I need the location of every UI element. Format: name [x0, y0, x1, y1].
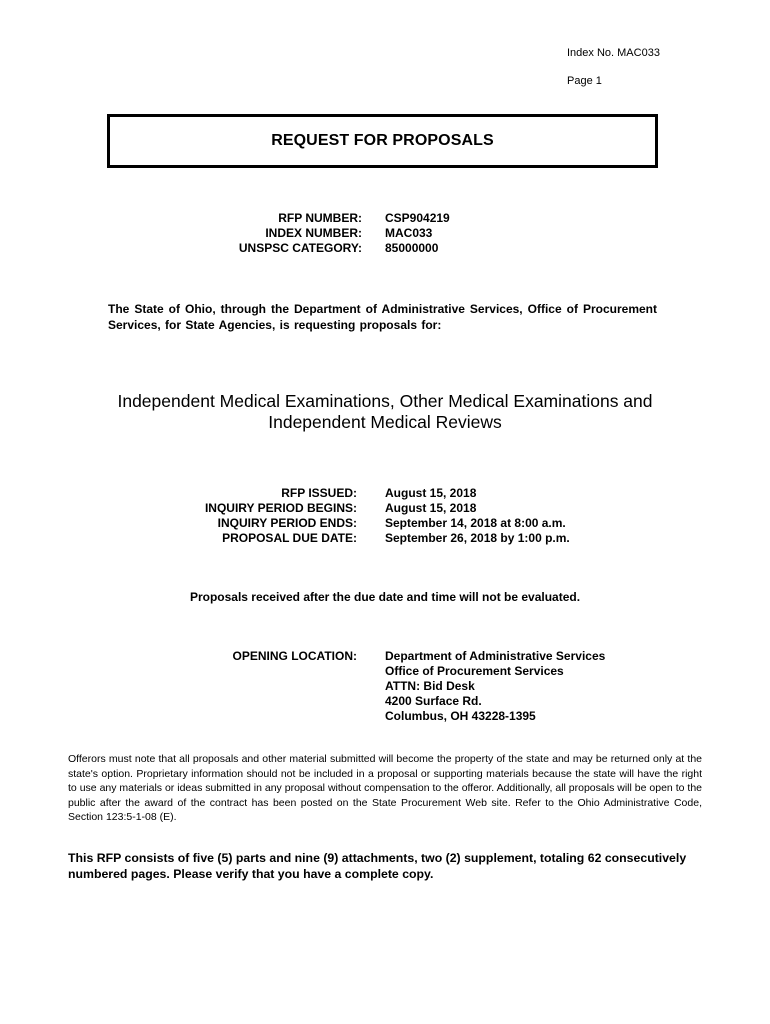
unspsc-category-label: UNSPSC CATEGORY:: [238, 241, 362, 255]
rfp-subject: [100, 391, 670, 433]
opening-address-line: ATTN: Bid Desk: [385, 679, 475, 693]
intro-paragraph: The State of Ohio, through the Department of Administrative Services, Office of Procurement Services, for State Agencies, is requesting proposals for:: [108, 302, 657, 332]
index-number-label: INDEX NUMBER:: [265, 226, 362, 240]
index-number-value: MAC033: [385, 226, 433, 240]
rfp-issued-label: RFP ISSUED:: [281, 486, 357, 500]
opening-location-label: OPENING LOCATION:: [232, 649, 357, 663]
opening-address-line: Columbus, OH 43228-1395: [385, 709, 536, 723]
page-number-header: Page 1: [567, 75, 602, 87]
opening-address-line: Department of Administrative Services: [385, 649, 606, 663]
inquiry-ends-label: INQUIRY PERIOD ENDS:: [217, 516, 357, 530]
offerors-notice-paragraph: Offerors must note that all proposals and other material submitted will become the property of the state and may be returned only at the state's option. Proprietary information should not be included in a proposal or supporting materials because the state will have the right to use any materials or ideas submitted in any proposal without compensation to the offeror. Additionally, all proposals will be open to the public after the award of the contract has been posted on the State Procurement Web site. Refer to the Ohio Administrative Code, Section 123:5-1-08 (E).: [68, 753, 702, 823]
page-title: REQUEST FOR PROPOSALS: [271, 132, 494, 149]
page-count-summary: This RFP consists of five (5) parts and nine (9) attachments, two (2) supplement, totaling 62 consecutively numbered pages. Please verify that you have a complete copy.: [68, 851, 687, 881]
opening-address-line: 4200 Surface Rd.: [385, 694, 482, 708]
opening-address-line: Office of Procurement Services: [385, 664, 564, 678]
identifiers-block: [0, 211, 770, 261]
proposal-due-value: September 26, 2018 by 1:00 p.m.: [385, 531, 570, 545]
unspsc-category-value: 85000000: [385, 241, 439, 255]
rfp-issued-value: August 15, 2018: [385, 486, 477, 500]
rfp-number-label: RFP NUMBER:: [278, 211, 362, 225]
inquiry-begins-value: August 15, 2018: [385, 501, 477, 515]
title-box: [107, 114, 658, 168]
inquiry-ends-value: September 14, 2018 at 8:00 a.m.: [385, 516, 566, 530]
rfp-subject-line1: Independent Medical Examinations, Other Medical Examinations and: [117, 391, 653, 411]
inquiry-begins-label: INQUIRY PERIOD BEGINS:: [204, 501, 357, 515]
dates-block: [0, 486, 770, 550]
late-proposal-notice: Proposals received after the due date and time will not be evaluated.: [189, 590, 581, 604]
rfp-number-value: CSP904219: [385, 211, 450, 225]
opening-location-block: [0, 649, 770, 729]
index-number-header: Index No. MAC033: [567, 47, 660, 59]
rfp-subject-line2: Independent Medical Reviews: [268, 412, 502, 432]
proposal-due-label: PROPOSAL DUE DATE:: [222, 531, 357, 545]
